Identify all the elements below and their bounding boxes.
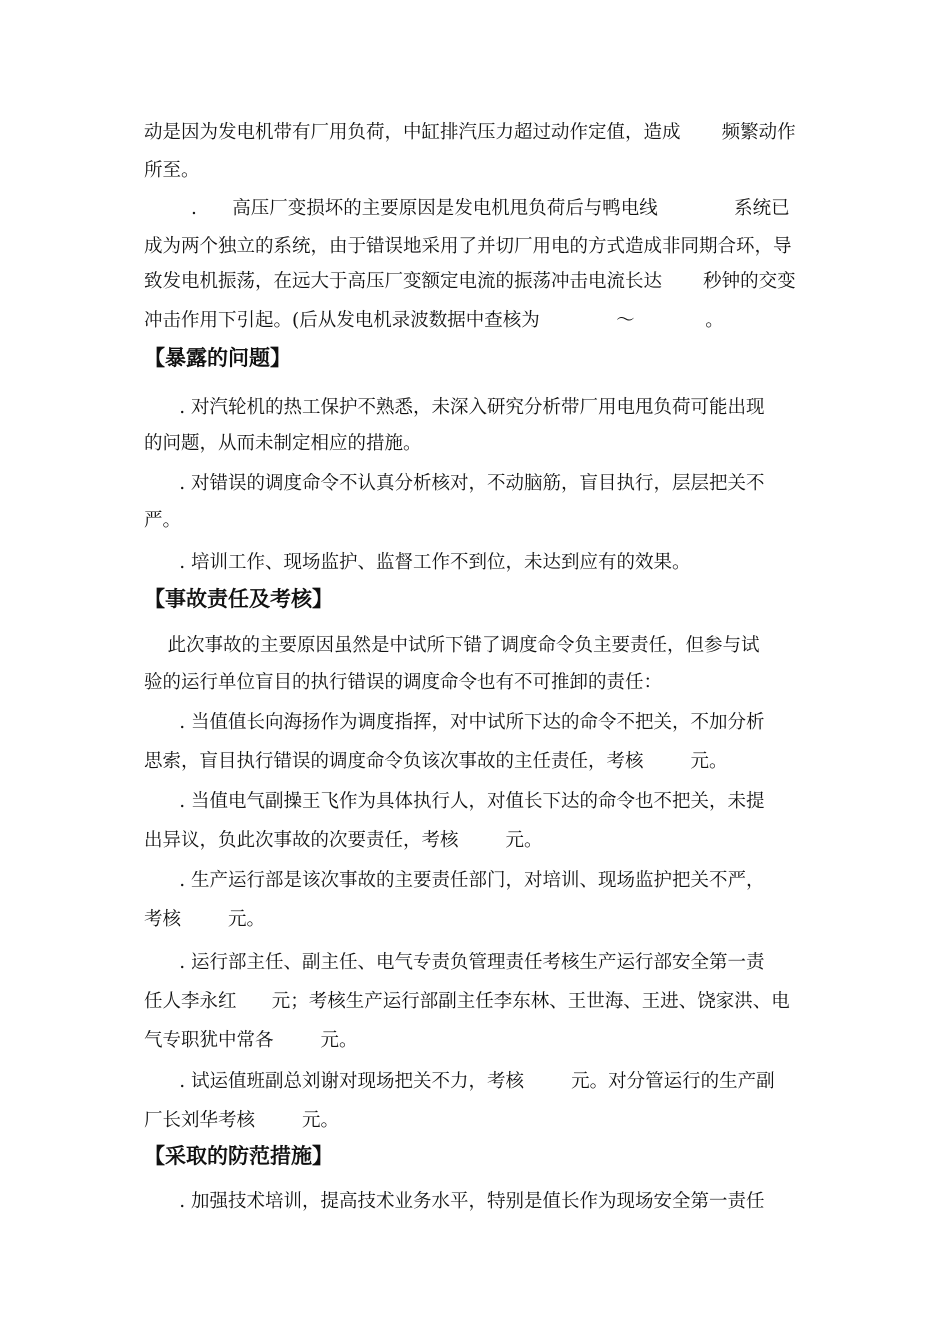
paragraph-line: 动是因为发电机带有厂用负荷，中缸排汽压力超过动作定值，造成 频繁动作: [144, 122, 796, 143]
paragraph-line: 所至。: [144, 160, 200, 181]
paragraph-line: . 试运值班副总刘谢对现场把关不力，考核 元。对分管运行的生产副: [144, 1071, 775, 1092]
section-heading-preventive-measures: 【采取的防范措施】: [144, 1143, 333, 1168]
paragraph-line: 出异议，负此次事故的次要责任，考核 元。: [144, 830, 543, 851]
paragraph-line: 厂长刘华考核 元。: [144, 1110, 340, 1131]
paragraph-line: . 培训工作、现场监护、监督工作不到位，未达到应有的效果。: [144, 552, 691, 573]
paragraph-line: . 生产运行部是该次事故的主要责任部门，对培训、现场监护把关不严，: [144, 870, 765, 891]
paragraph-line: . 当值值长向海扬作为调度指挥，对中试所下达的命令不把关，不加分析: [144, 712, 765, 733]
paragraph-line: 的问题，从而未制定相应的措施。: [144, 433, 422, 454]
paragraph-line: . 运行部主任、副主任、电气专责负管理责任考核生产运行部安全第一责: [144, 952, 765, 973]
section-heading-exposed-problems: 【暴露的问题】: [144, 345, 291, 370]
paragraph-line: . 当值电气副操王飞作为具体执行人，对值长下达的命令也不把关，未提: [144, 791, 765, 812]
paragraph-line: 思索，盲目执行错误的调度命令负该次事故的主任责任，考核 元。: [144, 751, 728, 772]
paragraph-line: 严。: [144, 510, 182, 531]
paragraph-line: 此次事故的主要原因虽然是中试所下错了调度命令负主要责任，但参与试: [144, 635, 760, 656]
paragraph-line: 冲击作用下引起。(后从发电机录波数据中查核为 ～ 。: [144, 310, 724, 331]
paragraph-line: 考核 元。: [144, 909, 266, 930]
paragraph-line: 任人李永红 元；考核生产运行部副主任李东林、王世海、王进、饶家洪、电: [144, 991, 790, 1012]
paragraph-line: 致发电机振荡，在远大于高压厂变额定电流的振荡冲击电流长达 秒钟的交变: [144, 271, 796, 292]
paragraph-line: . 加强技术培训，提高技术业务水平，特别是值长作为现场安全第一责任: [144, 1191, 765, 1212]
paragraph-line: 气专职犹中常各 元。: [144, 1030, 358, 1051]
section-heading-responsibility: 【事故责任及考核】: [144, 586, 333, 611]
paragraph-line: . 对汽轮机的热工保护不熟悉，未深入研究分析带厂用电甩负荷可能出现: [144, 397, 765, 418]
paragraph-line: 成为两个独立的系统，由于错误地采用了并切厂用电的方式造成非同期合环，导: [144, 236, 792, 257]
paragraph-line: . 对错误的调度命令不认真分析核对，不动脑筋，盲目执行，层层把关不: [144, 473, 765, 494]
paragraph-line: 验的运行单位盲目的执行错误的调度命令也有不可推卸的责任：: [144, 672, 663, 693]
paragraph-line: . 高压厂变损坏的主要原因是发电机甩负荷后与鸭电线 系统已: [144, 198, 790, 219]
